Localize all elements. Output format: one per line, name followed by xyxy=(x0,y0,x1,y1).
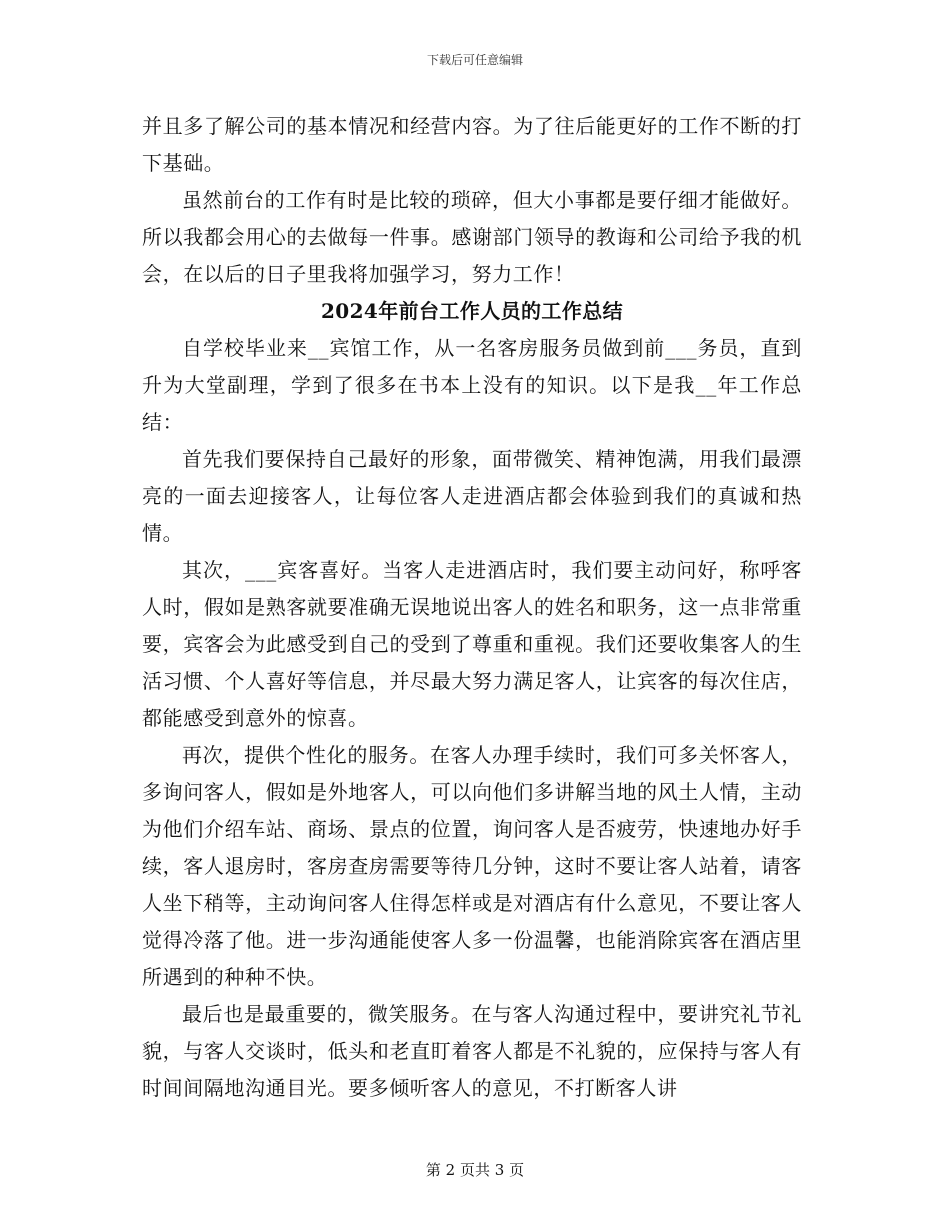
document-body xyxy=(142,108,802,1107)
page-number: 第 2 页共 3 页 xyxy=(425,1161,525,1179)
paragraph-second-point: 其次，___宾客喜好。当客人走进酒店时，我们要主动问好，称呼客人时，假如是熟客就要准确无误地说出客人的姓名和职务，这一点非常重要，宾客会为此感受到自己的受到了尊重和重视。我们还要收集客人的生活习惯、个人喜好等信息，并尽最大努力满足客人，让宾客的每次住店，都能感受到意外的惊喜。 xyxy=(142,558,802,730)
section-title: 2024年前台工作人员的工作总结 xyxy=(320,299,624,323)
paragraph-intro: 自学校毕业来__宾馆工作，从一名客房服务员做到前___务员，直到升为大堂副理，学到了很多在书本上没有的知识。以下是我__年工作总结： xyxy=(142,336,802,434)
paragraph-closing: 虽然前台的工作有时是比较的琐碎，但大小事都是要仔细才能做好。所以我都会用心的去做每一件事。感谢部门领导的教诲和公司给予我的机会，在以后的日子里我将加强学习，努力工作！ xyxy=(142,188,802,286)
page-header-note: 下载后可任意编辑 xyxy=(426,53,523,67)
paragraph-third-point: 再次，提供个性化的服务。在客人办理手续时，我们可多关怀客人，多询问客人，假如是外地客人，可以向他们多讲解当地的风土人情，主动为他们介绍车站、商场、景点的位置，询问客人是否疲劳，快速地办好手续，客人退房时，客房查房需要等待几分钟，这时不要让客人站着，请客人坐下稍等，主动询问客人住得怎样或是对酒店有什么意见，不要让客人觉得冷落了他。进一步沟通能使客人多一份温馨，也能消除宾客在酒店里所遇到的种种不快。 xyxy=(142,743,802,989)
paragraph-continuation: 并且多了解公司的基本情况和经营内容。为了往后能更好的工作不断的打下基础。 xyxy=(142,114,802,175)
paragraph-first-point: 首先我们要保持自己最好的形象，面带微笑、精神饱满，用我们最漂亮的一面去迎接客人，让每位客人走进酒店都会体验到我们的真诚和热情。 xyxy=(142,447,802,545)
paragraph-last-point: 最后也是最重要的，微笑服务。在与客人沟通过程中，要讲究礼节礼貌，与客人交谈时，低头和老直盯着客人都是不礼貌的，应保持与客人有时间间隔地沟通目光。要多倾听客人的意见，不打断客人讲 xyxy=(142,1002,802,1100)
